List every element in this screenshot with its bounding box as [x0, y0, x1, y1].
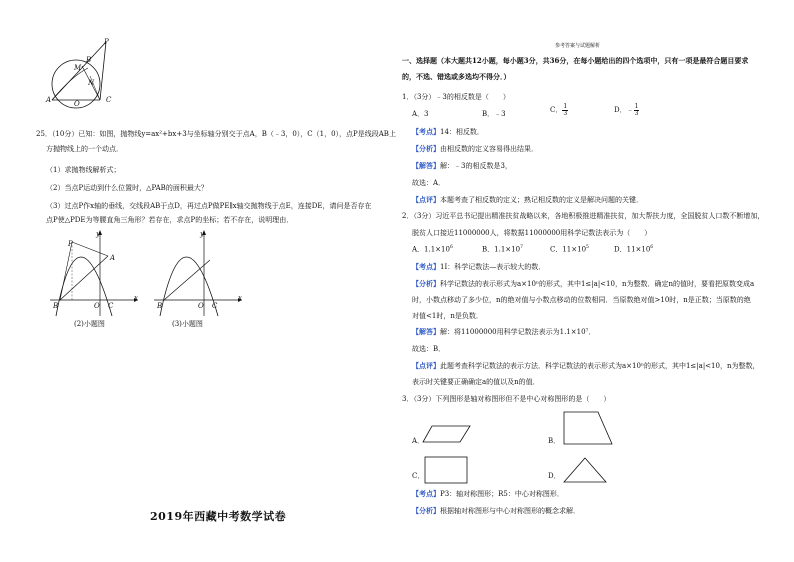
g1-x: x — [134, 294, 138, 302]
q2-dianping-1 — [412, 362, 759, 371]
rectangle-shape — [424, 456, 468, 484]
q3-fenxi-text: 根据轴对称图形与中心对称图形的概念求解． — [440, 507, 580, 515]
q2-d-exp: 6 — [650, 245, 654, 250]
q1-d-num: 1 — [634, 103, 639, 110]
q2-option-a — [412, 245, 453, 254]
q1-kaodian — [412, 128, 484, 137]
q25-sub1: （1）求抛物线解析式； — [46, 166, 121, 174]
q2-jieda — [412, 328, 595, 337]
q1-c-den: 3 — [563, 110, 568, 117]
q3-option-a-label: A． — [412, 437, 425, 445]
g1-y: y — [96, 230, 100, 238]
q3-fenxi-tag: 【分析】 — [412, 506, 440, 515]
q1-jieda — [412, 162, 512, 171]
q1-kaodian-tag: 【考点】 — [412, 127, 440, 136]
q3-option-c-label: C． — [412, 472, 425, 480]
q2-fenxi-text-1: 科学记数法的表示形式为a×10ⁿ的形式，其中1≤|a|<10，n为整数．确定n的值时，要看把原数变成a — [440, 280, 755, 288]
q3-option-b-label: B． — [548, 437, 561, 445]
triangle-shape — [562, 456, 608, 484]
q1-option-a: A．3 — [412, 110, 429, 118]
q3-kaodian-text: P3：轴对称图形；R5：中心对称图形． — [440, 490, 564, 498]
g1-B: B — [53, 302, 59, 310]
g1-P: P — [68, 240, 73, 248]
q2-kaodian — [412, 263, 545, 272]
q2-c-text: C．11×10 — [550, 245, 587, 254]
q2-b-exp: 7 — [520, 245, 523, 250]
answer-header: 参考答案与试题解析 — [555, 43, 601, 49]
label-A: A — [46, 96, 52, 104]
g1-O: O — [94, 302, 100, 310]
trapezoid-shape — [562, 410, 614, 446]
q3-kaodian-tag: 【考点】 — [412, 489, 440, 498]
label-P: P — [104, 38, 109, 46]
q1-option-c — [550, 104, 568, 117]
q2-a-text: A．1.1×10 — [412, 245, 450, 254]
label-N: N — [88, 79, 95, 87]
q1-option-b: B．﹣3 — [482, 110, 506, 118]
label-B: B — [86, 56, 92, 64]
q1-stem: 1．（3分）﹣3的相反数是（ ） — [402, 93, 510, 101]
q2-dianping-text-1: 此题考查科学记数法的表示方法．科学记数法的表示形式为a×10ⁿ的形式，其中1≤|a|<10，n为整数， — [440, 362, 760, 370]
label-M: M — [74, 64, 82, 72]
q1-jieda-text: 解：﹣3的相反数是3， — [440, 162, 512, 170]
g2-C: C — [212, 302, 218, 310]
q2-fenxi-2: 时，小数点移动了多少位，n的绝对值与小数点移动的位数相同．当原数绝对值>10时，n是正数；当原数的绝 — [412, 296, 751, 304]
q3-option-d-label: D． — [548, 472, 561, 480]
g2-x: x — [238, 294, 242, 302]
section-heading-1: 一、选择题（本大题共12小题，每小题3分，共36分，在每小题给出的四个选项中，只有一项是最符合题目要求 — [402, 56, 749, 65]
section-heading-2: 的，不选、错选或多选均不得分．） — [402, 72, 511, 81]
q2-option-d — [614, 245, 653, 254]
q1-d-den: 3 — [634, 110, 639, 117]
g1-C: C — [108, 302, 114, 310]
q1-dianping-tag: 【点评】 — [412, 195, 440, 204]
q2-fenxi-3: 对值<1时，n是负数． — [412, 312, 483, 320]
q2-jieda-tag: 【解答】 — [412, 327, 440, 336]
q2-dianping-2: 表示时关键要正确确定a的值以及n的值． — [412, 378, 540, 386]
q2-stem-2: 脱贫人口接近11000000人，将数据11000000用科学记数法表示为（ ） — [412, 229, 652, 237]
q1-option-d — [614, 104, 639, 117]
q25-line1: 25．（10分）已知：如图，抛物线y=ax²+bx+3与坐标轴分别交于点A，B（﹣3，0），C（1，0），点P是线段AB上 — [36, 130, 396, 138]
q1-c-fraction — [562, 104, 568, 117]
q3-fenxi — [412, 507, 580, 516]
g2-O: O — [198, 302, 204, 310]
g2-y: y — [200, 230, 204, 238]
document-title: 2019年西藏中考数学试卷 — [150, 510, 287, 523]
q2-d-text: D．11×10 — [614, 245, 651, 254]
q2-stem-1: 2．（3分）习近平总书记提出精准扶贫战略以来，各地积极推进精准扶贫，加大帮扶力度，全国脱贫人口数不断增加， — [402, 212, 765, 220]
q2-guxuan: 故选：B． — [412, 345, 446, 353]
g2-B: B — [157, 302, 163, 310]
q1-kaodian-text: 14：相反数． — [440, 128, 484, 136]
q1-guxuan: 故选：A． — [412, 179, 446, 187]
q1-d-neg: ﹣ — [626, 106, 634, 115]
q2-fenxi-1 — [412, 280, 754, 289]
q2-kaodian-text: 1I：科学记数法—表示较大的数． — [440, 263, 546, 271]
q1-d-fraction — [634, 104, 640, 117]
q2-dianping-tag: 【点评】 — [412, 361, 440, 370]
q2-kaodian-tag: 【考点】 — [412, 262, 440, 271]
q2-a-exp: 6 — [449, 245, 453, 250]
parallelogram-shape — [422, 424, 472, 444]
q3-stem: 3．（3分）下列图形是轴对称图形但不是中心对称图形的是（ ） — [402, 395, 611, 403]
q1-c-num: 1 — [563, 103, 568, 110]
q1-d-prefix: D． — [614, 106, 627, 115]
q25-sub3b: 点P使△PDE为等腰直角三角形？若存在，求点P的坐标；若不存在，说明理由． — [46, 216, 294, 224]
q25-line2: 方抛物线上的一个动点． — [46, 145, 123, 153]
label-C: C — [106, 96, 112, 104]
q1-fenxi — [412, 145, 538, 154]
q25-sub3a: （3）过点P作x轴的垂线，交线段AB于点D，再过点P做PE∥x轴交抛物线于点E，连接DE，请问是否存在 — [46, 202, 372, 210]
q2-fenxi-tag: 【分析】 — [412, 279, 440, 288]
q1-jieda-tag: 【解答】 — [412, 161, 440, 170]
q2-jieda-text: 解：将11000000用科学记数法表示为1.1×10⁷． — [440, 328, 596, 336]
g1-A: A — [110, 254, 116, 262]
q1-c-prefix: C． — [550, 106, 563, 115]
q1-fenxi-text: 由相反数的定义容易得出结果． — [440, 145, 538, 153]
graph1-caption: (2)小题图 — [74, 320, 105, 328]
q3-kaodian — [412, 490, 564, 499]
q2-c-exp: 5 — [586, 245, 589, 250]
q1-dianping-text: 本题考查了相反数的定义；熟记相反数的定义是解决问题的关键． — [440, 196, 643, 204]
q1-fenxi-tag: 【分析】 — [412, 144, 440, 153]
q2-b-text: B．1.1×10 — [482, 245, 521, 254]
label-O: O — [74, 100, 80, 108]
q25-sub2: （2）当点P运动到什么位置时，△PAB的面积最大？ — [46, 184, 208, 192]
graph2-caption: (3)小题图 — [172, 320, 203, 328]
q2-option-c — [550, 245, 589, 254]
q2-option-b — [482, 245, 523, 254]
q1-dianping — [412, 196, 643, 205]
